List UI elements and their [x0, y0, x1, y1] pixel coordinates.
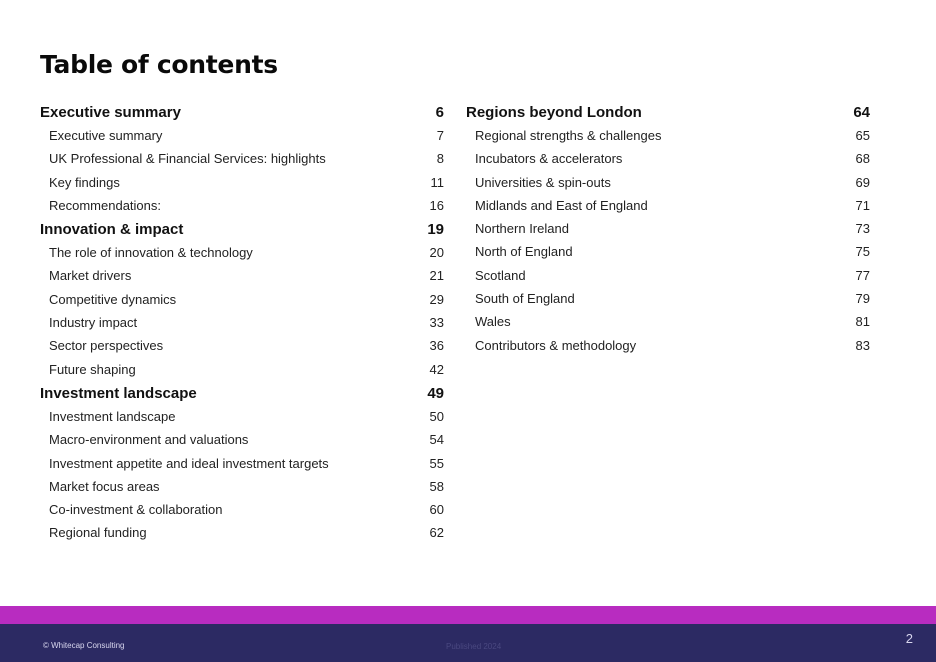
toc-section — [466, 102, 870, 359]
toc-entry-page: 71 — [855, 197, 870, 213]
toc-entry-page: 50 — [429, 408, 444, 424]
toc-heading-page: 49 — [427, 384, 444, 402]
toc-entry-page: 11 — [430, 174, 444, 190]
toc-section-heading[interactable] — [40, 102, 444, 124]
toc-entry[interactable] — [466, 147, 870, 170]
toc-entry-label: Executive summary — [49, 128, 163, 143]
toc-section-gap — [40, 545, 444, 547]
toc-entry[interactable] — [40, 311, 444, 334]
toc-entry[interactable] — [40, 428, 444, 451]
toc-section-heading[interactable] — [40, 383, 444, 405]
toc-entry-label: Recommendations: — [49, 197, 161, 213]
toc-heading-page: 6 — [435, 104, 444, 121]
toc-entry-page: 20 — [429, 245, 444, 261]
toc-entry[interactable] — [40, 334, 444, 357]
toc-entry-page: 73 — [855, 221, 870, 237]
toc-column-left — [40, 102, 444, 547]
toc-entry[interactable] — [466, 217, 870, 240]
toc-entry[interactable] — [466, 171, 870, 194]
toc-entry[interactable] — [40, 288, 444, 311]
toc-entry-label: Regional strengths & challenges — [475, 128, 662, 143]
footer-accent-bar — [0, 606, 936, 624]
toc-entry[interactable] — [40, 147, 444, 170]
toc-heading-label: Executive summary — [40, 104, 181, 121]
footer — [0, 624, 936, 662]
toc-entry[interactable] — [466, 264, 870, 287]
footer-copyright: © Whitecap Consulting — [43, 641, 125, 650]
toc-entry[interactable] — [466, 194, 870, 217]
toc-entry-label: Competitive dynamics — [49, 291, 177, 307]
toc-entry-label: The role of innovation & technology — [49, 245, 253, 261]
toc-section — [40, 383, 444, 547]
toc-entry[interactable] — [40, 358, 444, 381]
toc-entry-page: 33 — [429, 315, 444, 331]
toc-entry[interactable] — [40, 264, 444, 287]
toc-entry-page: 79 — [855, 291, 870, 307]
toc-entry-page: 54 — [429, 432, 444, 448]
toc-entry[interactable] — [466, 124, 870, 147]
toc-entry-page: 29 — [429, 291, 444, 307]
toc-entry-page: 8 — [436, 151, 444, 167]
toc-entry-label: Scotland — [475, 267, 526, 283]
toc-entry[interactable] — [40, 498, 444, 521]
toc-entry-label: North of England — [475, 244, 573, 260]
toc-entry-label: Industry impact — [49, 315, 138, 331]
toc-entry-page: 75 — [855, 244, 870, 260]
toc-entry-label: Key findings — [49, 174, 120, 190]
toc-entry[interactable] — [40, 194, 444, 217]
footer-published: Published 2024 — [446, 642, 502, 651]
toc-entry[interactable] — [40, 452, 444, 475]
toc-entry-page: 81 — [855, 314, 870, 330]
toc-section — [40, 102, 444, 219]
toc-column-right — [466, 102, 870, 359]
toc-entry-label: Market focus areas — [49, 478, 160, 494]
toc-entry-label: South of England — [475, 291, 575, 307]
toc-entry-label: Investment appetite and ideal investment targets — [49, 455, 329, 471]
toc-entry-label: Northern Ireland — [475, 221, 569, 237]
toc-entry-page: 21 — [429, 268, 444, 284]
toc-entry[interactable] — [40, 405, 444, 428]
toc-entry-label: Regional funding — [49, 525, 147, 541]
toc-entry-page: 42 — [429, 361, 444, 377]
toc-entry-page: 77 — [855, 267, 870, 283]
toc-entry-page: 60 — [429, 502, 444, 518]
toc-entry-label: Wales — [475, 314, 511, 330]
toc-section-heading[interactable] — [466, 102, 870, 124]
toc-entry-page: 58 — [429, 478, 444, 494]
toc-entry-page: 16 — [429, 197, 444, 213]
toc-entry-page: 62 — [429, 525, 444, 541]
toc-entry[interactable] — [466, 334, 870, 357]
toc-heading-label: Innovation & impact — [40, 221, 184, 239]
toc-entry[interactable] — [40, 124, 444, 147]
toc-entry-label: Midlands and East of England — [475, 197, 648, 213]
toc-entry-page: 65 — [855, 128, 870, 143]
toc-entry-label: Contributors & methodology — [475, 337, 637, 353]
toc-heading-label: Investment landscape — [40, 384, 197, 402]
toc-entry-label: Macro-environment and valuations — [49, 432, 249, 448]
toc-entry-label: UK Professional & Financial Services: highlights — [49, 151, 326, 167]
toc-section-gap — [466, 357, 870, 359]
toc-heading-page: 19 — [427, 221, 444, 239]
toc-entry[interactable] — [466, 240, 870, 263]
toc-entry[interactable] — [40, 171, 444, 194]
toc-entry-label: Incubators & accelerators — [475, 151, 623, 167]
toc-entry-page: 83 — [855, 337, 870, 353]
toc-heading-label: Regions beyond London — [466, 104, 642, 121]
toc-section-heading[interactable] — [40, 219, 444, 241]
toc-entry-label: Universities & spin-outs — [475, 174, 611, 190]
toc-entry-label: Co-investment & collaboration — [49, 502, 223, 518]
toc-entry-label: Market drivers — [49, 268, 132, 284]
toc-entry-label: Investment landscape — [49, 408, 176, 424]
toc-section — [40, 219, 444, 383]
page-number: 2 — [905, 631, 913, 646]
toc-entry-page: 36 — [429, 338, 444, 354]
toc-entry[interactable] — [40, 241, 444, 264]
page-title: Table of contents — [40, 50, 278, 79]
toc-entry-label: Future shaping — [49, 361, 136, 377]
toc-entry[interactable] — [466, 287, 870, 310]
toc-entry-page: 69 — [855, 174, 870, 190]
toc-entry-page: 55 — [429, 455, 444, 471]
toc-entry[interactable] — [466, 310, 870, 333]
toc-entry-label: Sector perspectives — [49, 338, 164, 354]
toc-entry[interactable] — [40, 521, 444, 544]
toc-heading-page: 64 — [853, 104, 870, 121]
toc-entry-page: 7 — [436, 128, 444, 143]
toc-entry-page: 68 — [855, 151, 870, 167]
toc-entry[interactable] — [40, 475, 444, 498]
